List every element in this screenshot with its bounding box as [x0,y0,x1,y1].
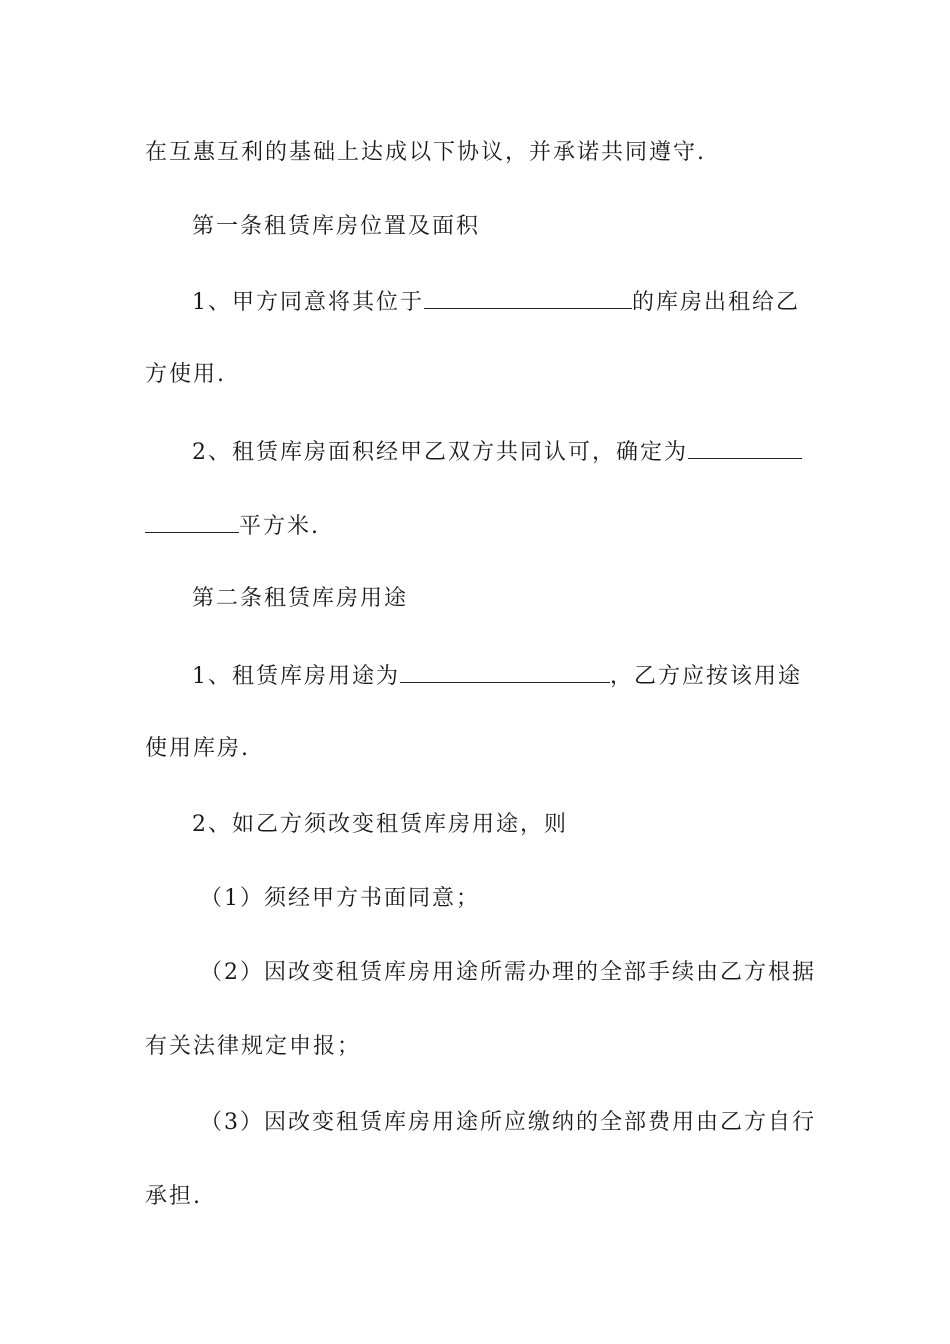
text: 平方米. [239,514,320,539]
text: 1、租赁库房用途为 [192,664,400,689]
blank-location [424,286,632,309]
blank-usage [400,660,610,683]
article-2-item-1-cont [145,734,805,764]
article-1-item-2 [192,436,805,468]
text: （1）须经甲方书面同意； [200,886,480,911]
article-1-item-1-cont [145,360,805,390]
article-2-item-2-sub-2 [200,958,816,988]
article-1-title [192,212,805,242]
article-2-item-2-sub-3 [200,1108,816,1138]
article-1-item-1 [192,286,805,318]
article-2-title [192,584,805,614]
text: 使用库房. [145,736,250,761]
text: 方使用. [145,362,226,387]
article-2-item-1 [192,660,805,692]
text: 的库房出租给乙 [632,290,801,315]
paragraph-intro [145,138,805,168]
text: （3）因改变租赁库房用途所应缴纳的全部费用由乙方自行 [200,1110,816,1135]
article-1-item-2-cont [145,510,805,542]
text: 承担. [145,1184,202,1209]
text: 第二条租赁库房用途 [192,586,409,611]
blank-area-1 [688,436,802,459]
text: 有关法律规定申报； [145,1034,362,1059]
article-2-item-2-sub-2-cont [145,1032,805,1062]
article-2-item-2-sub-3-cont [145,1182,805,1212]
text: 在互惠互利的基础上达成以下协议，并承诺共同遵守. [145,140,706,165]
article-2-item-2 [192,810,805,840]
text: ，乙方应按该用途 [610,664,803,689]
text: 1、甲方同意将其位于 [192,290,424,315]
text: 2、如乙方须改变租赁库房用途，则 [192,812,568,837]
article-2-item-2-sub-1 [200,884,805,914]
blank-area-2 [145,510,239,533]
text: （2）因改变租赁库房用途所需办理的全部手续由乙方根据 [200,960,816,985]
text: 2、租赁库房面积经甲乙双方共同认可，确定为 [192,440,688,465]
text: 第一条租赁库房位置及面积 [192,214,481,239]
